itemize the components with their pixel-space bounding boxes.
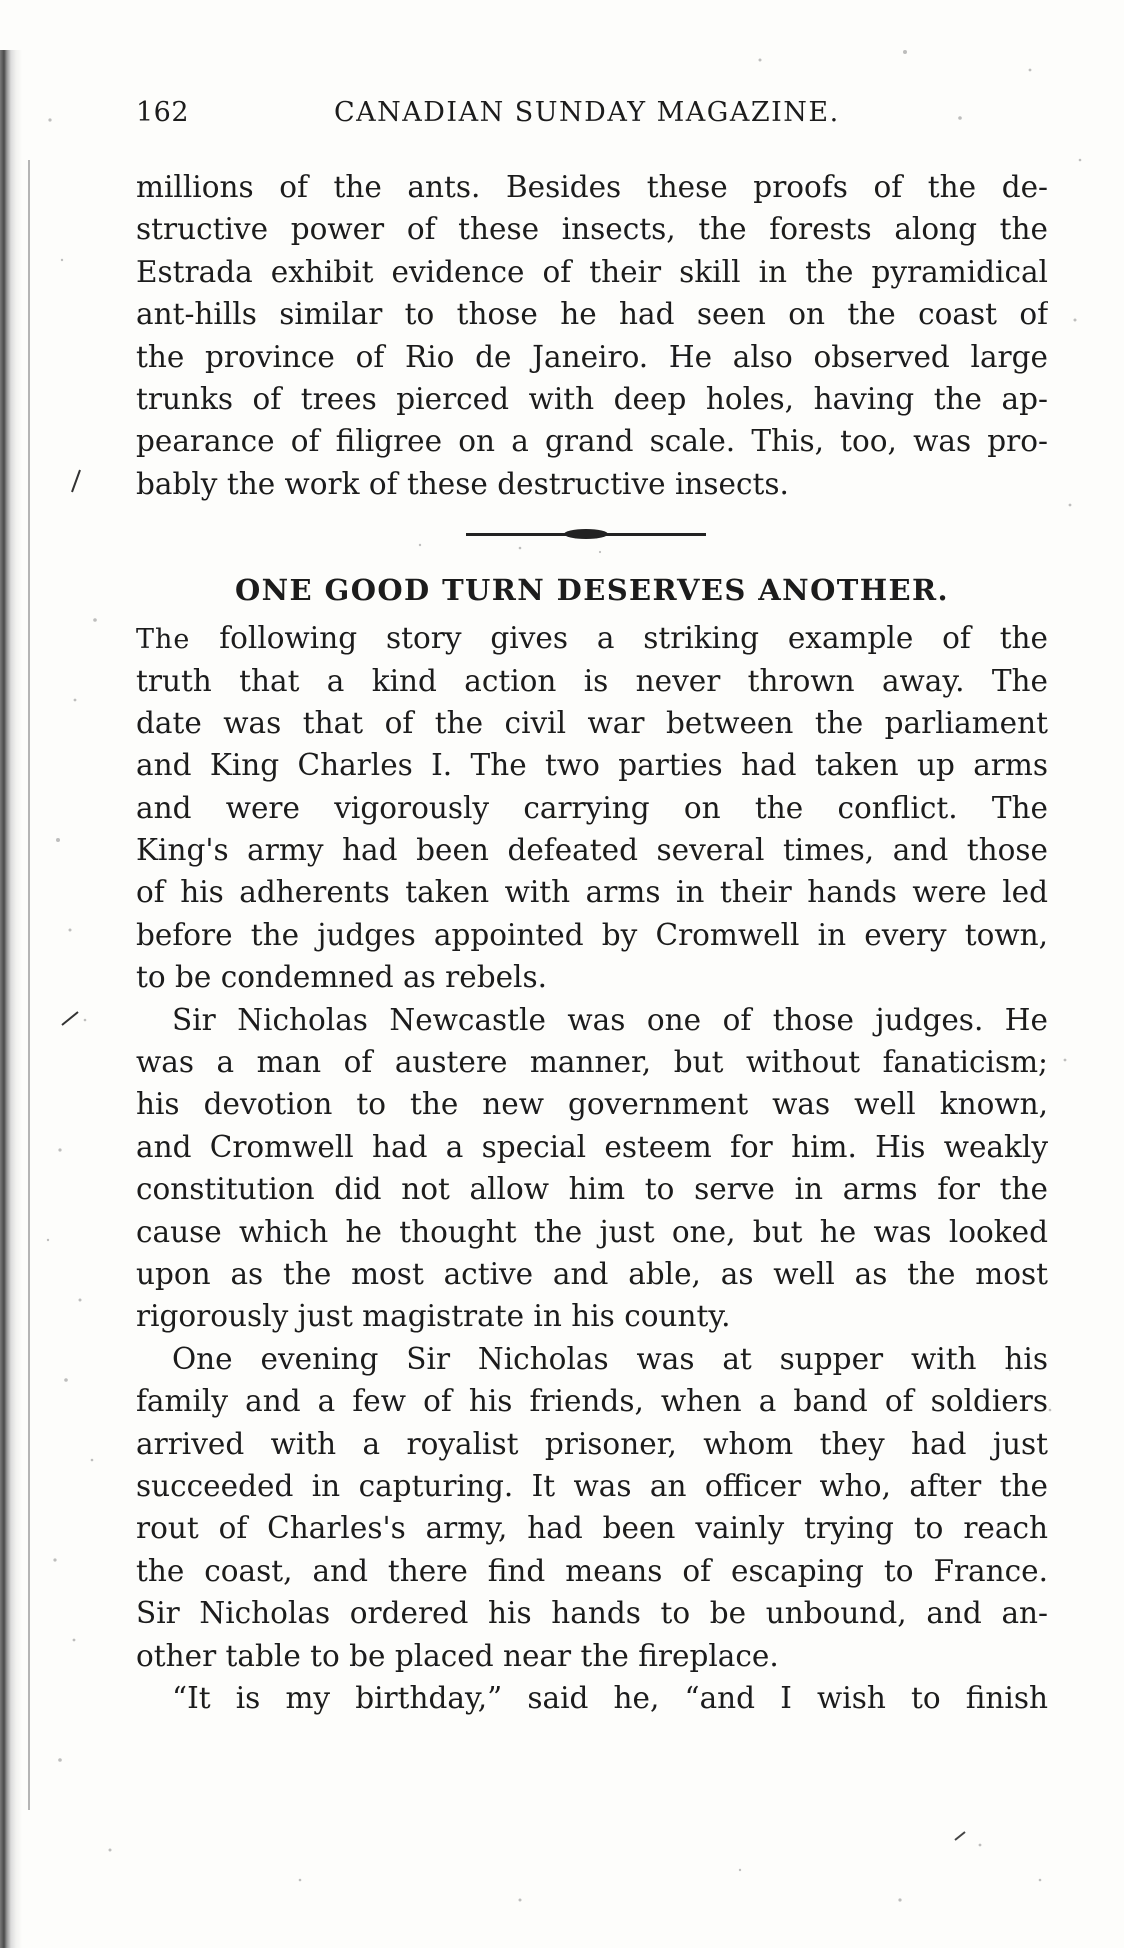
section-divider (136, 505, 1048, 567)
article-heading: ONE GOOD TURN DESERVES ANOTHER. (234, 573, 950, 608)
magazine-title: CANADIAN SUNDAY MAGAZINE. (334, 97, 840, 128)
text-line: and Cromwell had a special esteem for him. His weakly (136, 1129, 1048, 1164)
text-line: King's army had been defeated several times, and those (136, 833, 1048, 868)
text-line: trunks of trees pierced with deep holes, having the ap- (136, 381, 1048, 416)
text-line: succeeded in capturing. It was an officer who, after the (136, 1468, 1048, 1503)
text-line: millions of the ants. Besides these proofs of the de- (136, 170, 1048, 204)
text-line: Sir Nicholas Newcastle was one of those judges. He (172, 1002, 1048, 1037)
divider-ornament (564, 529, 608, 539)
text-line (136, 617, 1048, 659)
text-line: other table to be placed near the fireplace. (136, 1638, 779, 1673)
text-line: and King Charles I. The two parties had taken up arms (136, 748, 1048, 783)
text-line: “It is my birthday,” said he, “and I wish to finish (172, 1680, 1048, 1715)
text-line: arrived with a royalist prisoner, whom they had just (136, 1426, 1048, 1461)
page-number: 162 (136, 97, 190, 128)
text-line: and were vigorously carrying on the conflict. The (136, 790, 1048, 825)
text-line: to be condemned as rebels. (136, 960, 547, 995)
text-line: ant-hills similar to those he had seen on the coast of (136, 297, 1048, 332)
text-line-rest: following story gives a striking example of the (190, 621, 1048, 656)
text-line: rout of Charles's army, had been vainly trying to reach (136, 1511, 1048, 1546)
text-line: pearance of filigree on a grand scale. This, too, was pro- (136, 424, 1048, 459)
text-line: was a man of austere manner, but without fanaticism; (136, 1045, 1048, 1080)
text-line: upon as the most active and able, as well as the most (136, 1256, 1048, 1291)
text-line: truth that a kind action is never thrown away. The (136, 663, 1048, 698)
text-line: before the judges appointed by Cromwell in every town, (136, 917, 1048, 952)
text-line: constitution did not allow him to serve in arms for the (136, 1172, 1048, 1207)
text-line: Estrada exhibit evidence of their skill in the pyramidical (136, 254, 1048, 289)
text-line: bably the work of these destructive insects. (136, 466, 789, 501)
text-line: the coast, and there find means of escaping to France. (136, 1553, 1048, 1588)
text-column (136, 166, 1048, 1719)
text-line: date was that of the civil war between the parliament (136, 705, 1048, 740)
text-line: One evening Sir Nicholas was at supper with his (172, 1341, 1048, 1376)
text-line: the province of Rio de Janeiro. He also observed large (136, 339, 1048, 374)
text-line: structive power of these insects, the forests along the (136, 212, 1048, 247)
text-line: Sir Nicholas ordered his hands to be unbound, and an- (136, 1596, 1048, 1631)
text-line: cause which he thought the just one, but he was looked (136, 1214, 1048, 1249)
running-head (136, 97, 856, 137)
drop-word: The (136, 624, 191, 656)
text-line: his devotion to the new government was well known, (136, 1087, 1048, 1122)
text-line: rigorously just magistrate in his county. (136, 1299, 731, 1334)
text-line: of his adherents taken with arms in their hands were led (136, 875, 1048, 910)
text-line: family and a few of his friends, when a band of soldiers (136, 1384, 1048, 1419)
